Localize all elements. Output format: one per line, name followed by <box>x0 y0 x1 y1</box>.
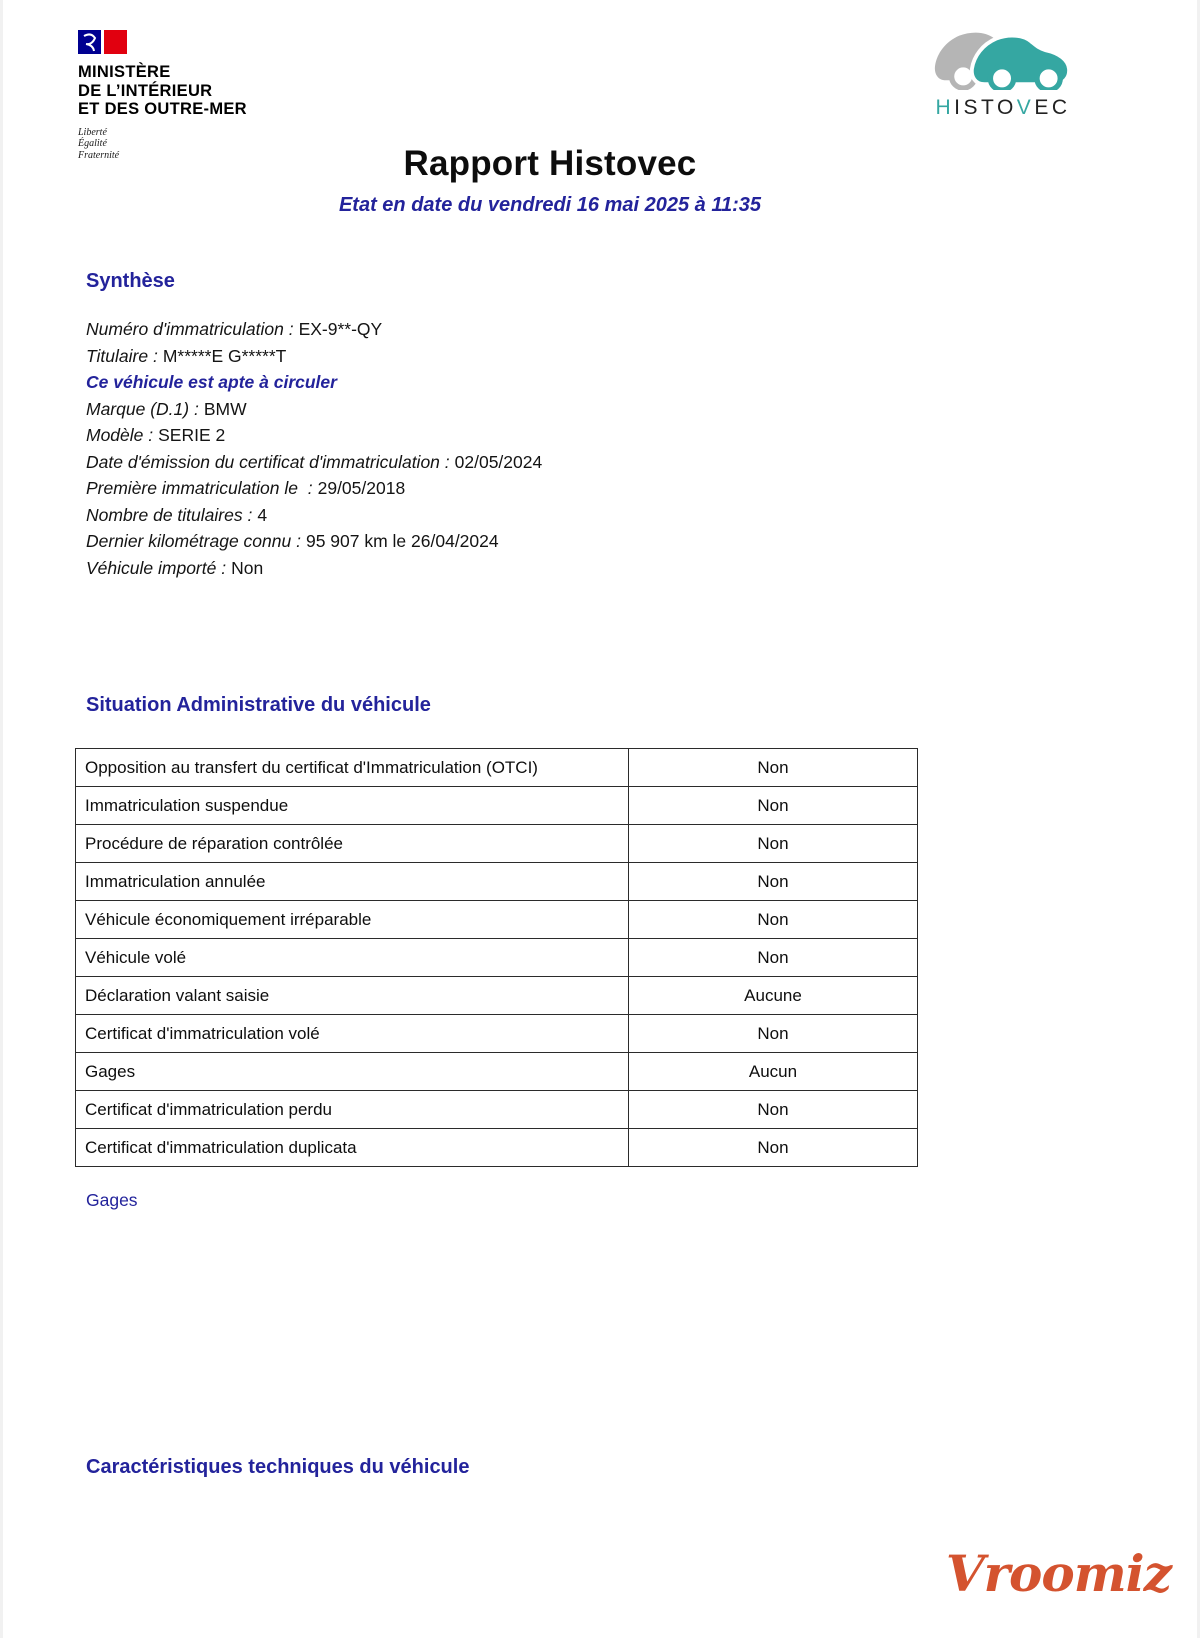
table-row <box>76 1091 918 1129</box>
table-row-value: Non <box>629 1129 918 1167</box>
section-heading-tech: Caractéristiques techniques du véhicule <box>86 1456 470 1478</box>
table-row-value: Non <box>629 901 918 939</box>
table-row-value: Non <box>629 863 918 901</box>
table-row-label: Déclaration valant saisie <box>76 977 629 1015</box>
field-label: Modèle : <box>86 425 154 445</box>
ministry-motto-line: Égalité <box>78 138 107 149</box>
ministry-motto-line: Liberté <box>78 126 107 138</box>
synthese-field <box>86 528 542 555</box>
field-label: Dernier kilométrage connu : <box>86 531 301 551</box>
table-row-label: Opposition au transfert du certificat d'Immatriculation (OTCI) <box>76 749 629 787</box>
table-row <box>76 1129 918 1167</box>
table-row-value: Non <box>629 787 918 825</box>
ministry-logo <box>78 30 247 161</box>
histovec-wordmark-part: ISTO <box>954 96 1017 119</box>
field-label: Première immatriculation le : <box>86 478 313 498</box>
field-value: M*****E G*****T <box>162 345 287 366</box>
synthese-field <box>86 475 542 502</box>
synthese-field <box>86 343 542 370</box>
table-row-value: Non <box>629 825 918 863</box>
field-value: 95 907 km le 26/04/2024 <box>305 531 499 551</box>
table-row-label: Certificat d'immatriculation perdu <box>76 1091 629 1129</box>
field-label: Nombre de titulaires : <box>86 504 253 525</box>
synthese-fields <box>86 316 542 581</box>
table-row <box>76 977 918 1015</box>
report-title: Rapport Histovec <box>403 144 697 183</box>
table-row <box>76 863 918 901</box>
table-row <box>76 749 918 787</box>
ministry-name-line: ET DES OUTRE-MER <box>78 100 247 118</box>
table-row-label: Certificat d'immatriculation volé <box>76 1015 629 1053</box>
synthese-field <box>86 449 542 476</box>
vroomiz-logo: Vroomiz <box>945 1544 1171 1603</box>
synthese-field <box>86 422 542 449</box>
histovec-wordmark-part: H <box>935 96 955 119</box>
field-value: EX-9**-QY <box>298 319 383 339</box>
gages-link[interactable]: Gages <box>86 1190 138 1210</box>
table-row-value: Non <box>629 1091 918 1129</box>
field-value: SERIE 2 <box>158 425 226 445</box>
report-date: Etat en date du vendredi 16 mai 2025 à 11:35 <box>338 194 762 216</box>
table-row <box>76 901 918 939</box>
field-value: 4 <box>257 504 268 525</box>
field-value: BMW <box>203 398 247 419</box>
table-row-value: Non <box>629 939 918 977</box>
field-label: Date d'émission du certificat d'immatriculation : <box>86 451 450 472</box>
table-row <box>76 939 918 977</box>
field-value: 29/05/2018 <box>317 478 406 498</box>
section-heading-admin: Situation Administrative du véhicule <box>86 694 431 716</box>
table-row-label: Gages <box>76 1053 629 1091</box>
synthese-field <box>86 502 542 529</box>
synthese-field <box>86 396 542 423</box>
histovec-cars-icon <box>928 24 1078 90</box>
field-label: Marque (D.1) : <box>86 398 199 419</box>
french-flag-icon <box>78 30 132 56</box>
table-row-label: Immatriculation suspendue <box>76 787 629 825</box>
table-row-label: Véhicule économiquement irréparable <box>76 901 629 939</box>
field-label: Numéro d'immatriculation : <box>86 319 294 339</box>
section-heading-synthese: Synthèse <box>86 270 175 292</box>
table-row-value: Aucun <box>629 1053 918 1091</box>
ministry-name-line: DE L’INTÉRIEUR <box>78 81 213 100</box>
table-row <box>76 825 918 863</box>
ministry-motto-line: Fraternité <box>78 149 120 161</box>
table-row-value: Non <box>629 1015 918 1053</box>
table-row-label: Immatriculation annulée <box>76 863 629 901</box>
ministry-name-line: MINISTÈRE <box>78 63 171 81</box>
synthese-field <box>86 316 542 343</box>
table-row-value: Non <box>629 749 918 787</box>
table-row <box>76 1053 918 1091</box>
table-row <box>76 787 918 825</box>
table-row-value: Aucune <box>629 977 918 1015</box>
table-row-label: Certificat d'immatriculation duplicata <box>76 1129 629 1167</box>
histovec-wordmark-part: EC <box>1034 96 1071 119</box>
field-label: Titulaire : <box>86 345 158 366</box>
admin-status-table <box>75 748 918 1167</box>
field-label: Véhicule importé : <box>86 557 227 578</box>
table-row-label: Procédure de réparation contrôlée <box>76 825 629 863</box>
table-row-label: Véhicule volé <box>76 939 629 977</box>
field-value: 02/05/2024 <box>454 451 543 472</box>
histovec-wordmark-part: V <box>1016 96 1035 119</box>
synthese-field <box>86 369 542 396</box>
histovec-logo <box>927 24 1079 120</box>
table-row <box>76 1015 918 1053</box>
histovec-wordmark <box>927 96 1079 120</box>
field-value: Non <box>231 557 264 578</box>
field-label: Ce véhicule est apte à circuler <box>86 372 337 392</box>
ministry-name <box>78 63 247 119</box>
synthese-field <box>86 555 542 582</box>
